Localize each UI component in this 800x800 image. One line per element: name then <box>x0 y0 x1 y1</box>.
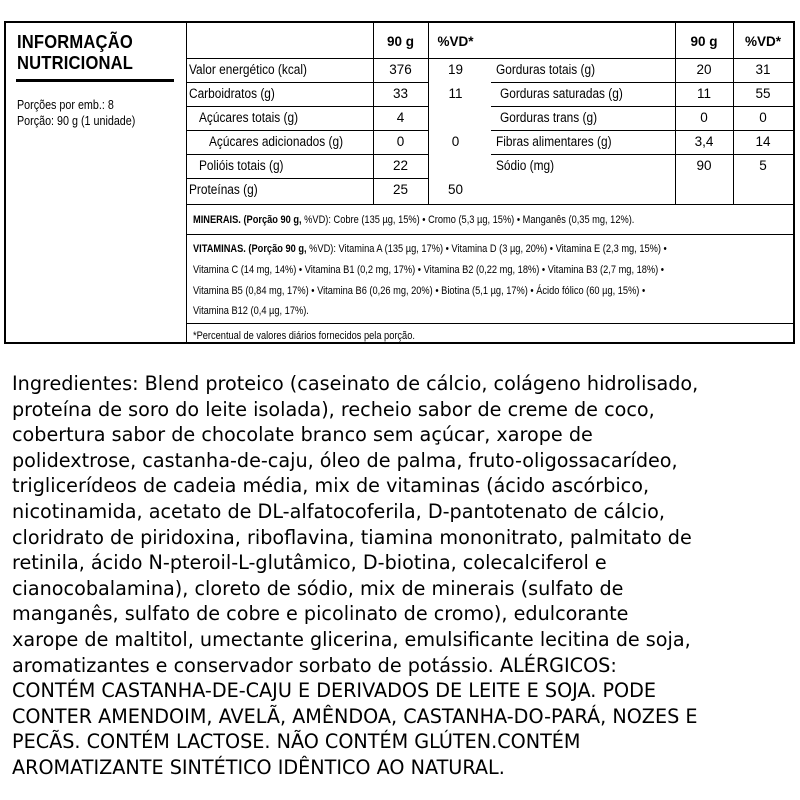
nutrient-label: Fibras alimentares (g) <box>496 134 612 149</box>
nutrient-amount: 0 <box>396 134 405 149</box>
nutrient-label: Sódio (mg) <box>496 158 555 173</box>
vitamins-text-3: Vitamina B5 (0,84 mg, 17%) • Vitamina B6 (0,26 mg, 20%) • Biotina (5,1 µg, 17%) • Ácido fólico (60 µg, 15%) • <box>193 285 646 297</box>
ingredients-line: proteína de soro do leite isolada), recheio sabor de creme de coco, <box>12 397 655 421</box>
vitamins-text-4: Vitamina B12 (0,4 µg, 17%). <box>193 305 309 317</box>
nutrient-amount: 11 <box>696 86 711 101</box>
nutrient-amount: 90 <box>696 158 712 173</box>
nutrient-label: Açúcares adicionados (g) <box>209 134 344 149</box>
nutrient-amount: 376 <box>389 62 412 77</box>
minerals-prefix: MINERAIS. (Porção 90 g, <box>193 214 302 226</box>
table-bottom-rule <box>186 204 793 205</box>
nutrient-label: Polióis totais (g) <box>199 158 284 173</box>
ingredients-line: cianocobalamina), cloreto de sódio, mix de minerais (sulfato de <box>12 576 624 600</box>
ingredients-line: CONTER AMENDOIM, AVELÃ, AMÊNDOA, CASTANHA-DO-PARÁ, NOZES E <box>12 704 698 728</box>
nutrient-dv: 31 <box>755 62 771 77</box>
ingredients-line: retinila, ácido N-pteroil-L-glutâmico, D-biotina, colecalciferol e <box>12 551 607 575</box>
nutrient-label: Carboidratos (g) <box>189 86 275 101</box>
nutrient-amount: 25 <box>392 182 409 197</box>
nutrient-dv <box>428 155 483 177</box>
nutrient-dv <box>428 107 483 129</box>
column-header: 90 g <box>690 34 718 49</box>
vitamins-text-2: Vitamina C (14 mg, 14%) • Vitamina B1 (0,2 mg, 17%) • Vitamina B2 (0,22 mg, 18%) • Vitamina B3 (2,7 mg, 18%) • <box>193 264 665 276</box>
ingredients-line: cobertura sabor de chocolate branco sem açúcar, xarope de <box>12 423 593 447</box>
column-header: 90 g <box>386 34 414 49</box>
minerals-rule <box>186 234 793 235</box>
nutrient-dv: 11 <box>448 86 463 101</box>
ingredients-line: Ingredientes: Blend proteico (caseinato de cálcio, colágeno hidrolisado, <box>12 372 699 395</box>
footnote <box>193 328 464 346</box>
panel-title <box>17 32 133 74</box>
nutrient-dv: 0 <box>759 110 767 125</box>
nutrient-amount: 3,4 <box>694 134 714 149</box>
minerals-line <box>193 212 731 230</box>
nutrition-facts-panel <box>4 21 795 344</box>
nutrient-dv: 5 <box>759 158 767 173</box>
ingredients-text <box>12 371 800 781</box>
vitamins-text-1: %VD): Vitamina A (135 µg, 17%) • Vitamina D (3 µg, 20%) • Vitamina E (2,3 mg, 15%) • <box>306 243 667 255</box>
ingredients-line: triglicerídeos de cadeia média, mix de vitaminas (ácido ascórbico, <box>12 474 650 498</box>
ingredients-line: AROMATIZANTE SINTÉTICO IDÊNTICO AO NATURAL. <box>12 755 505 779</box>
title-line-1: INFORMAÇÃO <box>17 32 133 52</box>
vitamins-line-3 <box>193 283 744 301</box>
footnote-text: *Percentual de valores diários fornecidos pela porção. <box>193 330 415 342</box>
ingredients-line: cloridrato de piridoxina, riboflavina, tiamina mononitrato, palmitato de <box>12 525 692 549</box>
ingredients-line: nicotinamida, acetato de DL-alfatocoferila, D-pantotenato de cálcio, <box>12 499 665 523</box>
ingredients-line: manganês, sulfato de cobre e picolinato de cromo), edulcorante <box>12 602 629 626</box>
serving-size: Porção: 90 g (1 unidade) <box>17 114 136 128</box>
ingredients-line: aromatizantes e conservador sorbato de potássio. ALÉRGICOS: <box>12 653 617 677</box>
vitamins-line-4 <box>193 303 334 321</box>
nutrient-dv: 19 <box>447 62 464 77</box>
panel-divider <box>186 23 187 342</box>
servings-per-pack: Porções por emb.: 8 <box>17 98 114 112</box>
vitamins-line-1 <box>193 241 771 259</box>
title-rule <box>16 79 174 82</box>
nutrient-label: Gorduras totais (g) <box>496 62 596 77</box>
nutrient-amount: 33 <box>392 86 409 101</box>
column-header: %VD* <box>744 34 781 49</box>
nutrient-dv: 0 <box>451 134 460 149</box>
nutrient-amount: 22 <box>392 158 409 173</box>
ingredients-line: CONTÉM CASTANHA-DE-CAJU E DERIVADOS DE LEITE E SOJA. PODE <box>12 679 657 703</box>
vitamins-rule <box>186 323 793 324</box>
nutrient-label: Proteínas (g) <box>189 182 258 197</box>
nutrient-label: Gorduras saturadas (g) <box>500 86 623 101</box>
nutrient-label: Valor energético (kcal) <box>189 62 307 77</box>
nutrient-dv: 50 <box>447 182 464 197</box>
servings-info <box>17 97 135 129</box>
nutrient-amount: 0 <box>700 110 708 125</box>
nutrient-amount: 20 <box>696 62 712 77</box>
nutrient-amount: 4 <box>396 110 405 125</box>
nutrient-dv: 14 <box>755 134 771 149</box>
ingredients-line: xarope de maltitol, umectante glicerina, emulsificante lecitina de soja, <box>12 627 691 651</box>
minerals-text: %VD): Cobre (135 µg, 15%) • Cromo (5,3 µg, 15%) • Manganês (0,35 mg, 12%). <box>301 214 635 226</box>
ingredients-line: polidextrose, castanha-de-caju, óleo de palma, fruto-oligossacarídeo, <box>12 448 678 472</box>
vitamins-line-2 <box>193 262 767 280</box>
ingredients-line: PECÃS. CONTÉM LACTOSE. NÃO CONTÉM GLÚTEN.CONTÉM <box>12 730 581 754</box>
nutrient-dv: 55 <box>755 86 771 101</box>
title-line-2: NUTRICIONAL <box>17 53 134 73</box>
vitamins-prefix: VITAMINAS. (Porção 90 g, <box>193 243 307 255</box>
nutrient-label: Gorduras trans (g) <box>500 110 598 125</box>
column-header: %VD* <box>437 34 474 49</box>
nutrient-label: Açúcares totais (g) <box>199 110 299 125</box>
